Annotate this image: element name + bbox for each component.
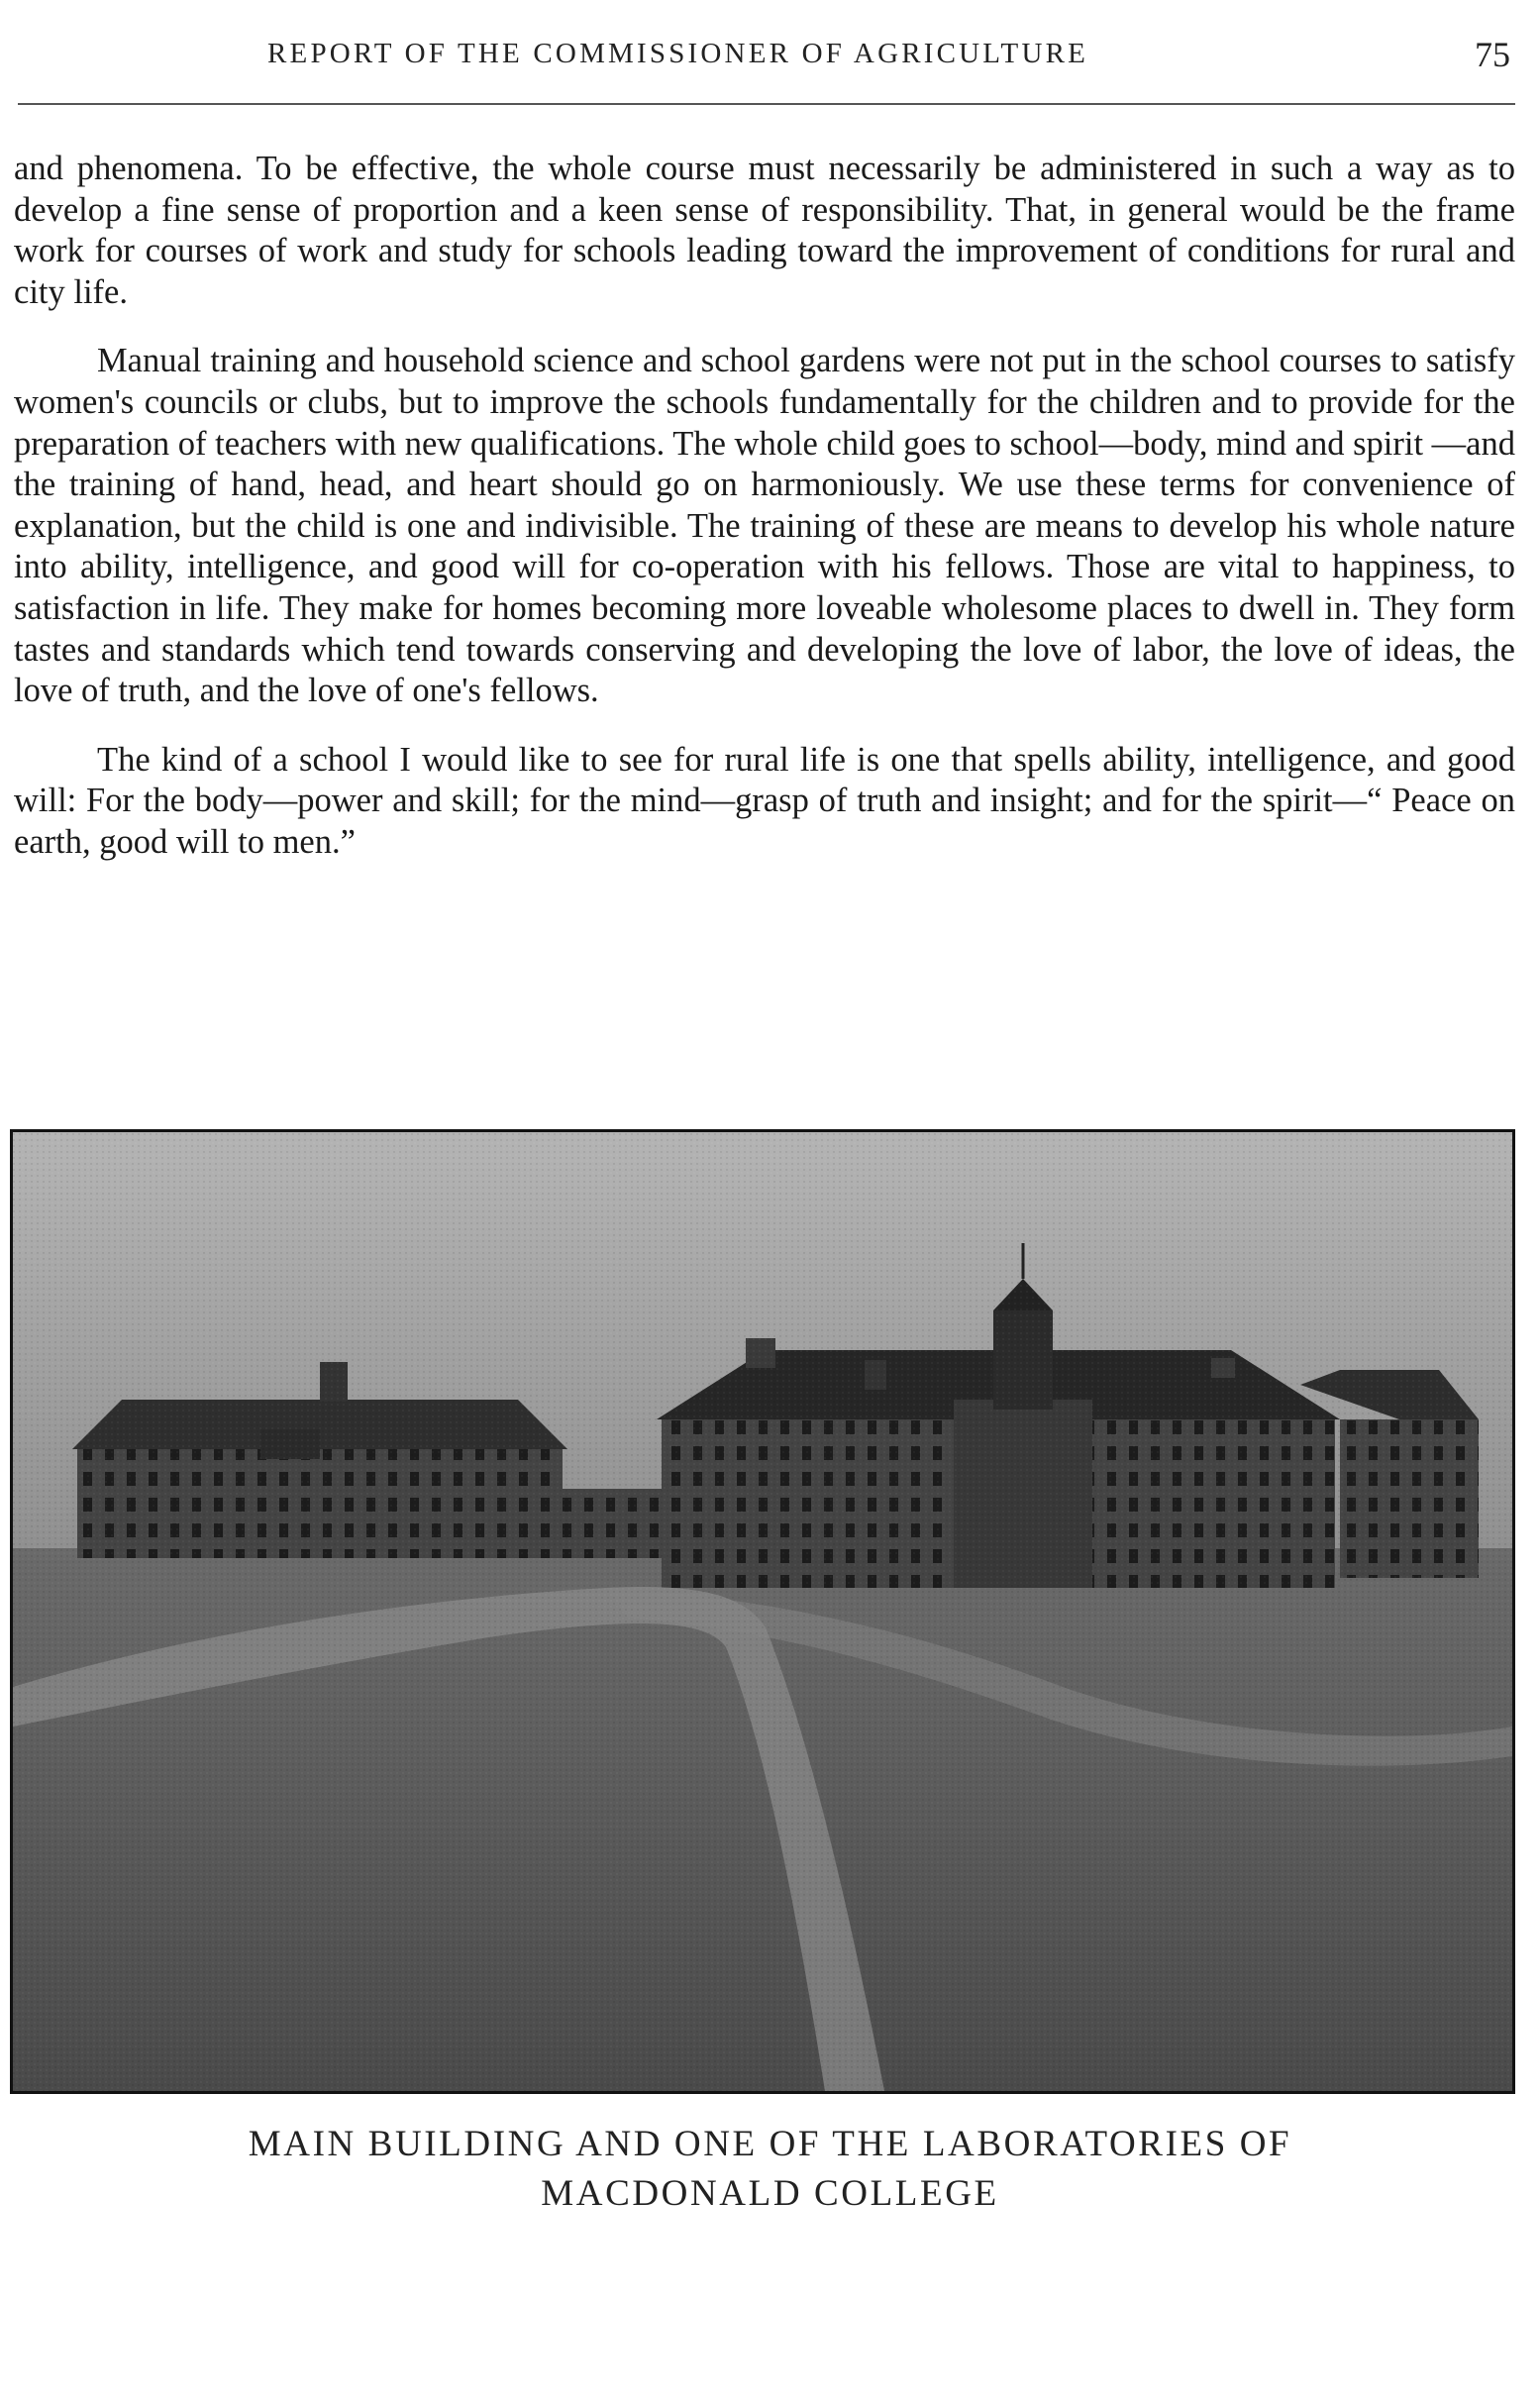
running-header bbox=[0, 35, 1540, 77]
paragraph-2: Manual training and household science and school gardens were not put in the school courses to satisfy women's councils or clubs, but to improve the schools fundamentally for the children and to provide for the preparation of teachers with new qualifications. The whole child goes to school—body, mind and spirit —and the training of hand, head, and heart should go on harmoniously. We use these terms for convenience of explanation, but the child is one and indivisible. The training of these are means to develop his whole nature into ability, intelligence, and good will for co-operation with his fellows. Those are vital to happiness, to satisfaction in life. They make for homes becoming more loveable wholesome places to dwell in. They form tastes and standards which tend towards conserving and developing the love of labor, the love of ideas, the love of truth, and the love of one's fellows. bbox=[14, 342, 1515, 710]
running-header-title: REPORT OF THE COMMISSIONER OF AGRICULTURE bbox=[267, 38, 1089, 69]
photo-grain bbox=[13, 1132, 1512, 2091]
caption-line-1: MAIN BUILDING AND ONE OF THE LABORATORIES OF bbox=[248, 2124, 1292, 2164]
page-number: 75 bbox=[1475, 35, 1510, 74]
caption-line-2: MACDONALD COLLEGE bbox=[541, 2173, 999, 2214]
header-rule bbox=[18, 103, 1515, 105]
paragraph-3: The kind of a school I would like to see for rural life is one that spells ability, intelligence, and good will: For the body—power and skill; for the mind—grasp of truth and insight; and for the spirit—“ Peace on earth, good will to men.” bbox=[14, 740, 1515, 861]
figure-caption bbox=[0, 2120, 1540, 2219]
college-photograph bbox=[10, 1129, 1515, 2094]
college-photograph-image bbox=[13, 1132, 1512, 2091]
body-text bbox=[14, 149, 1515, 891]
paragraph-1: and phenomena. To be effective, the whole course must necessarily be administered in such a way as to develop a fine sense of proportion and a keen sense of responsibility. That, in general would be the frame work for courses of work and study for schools leading toward the improvement of conditions for rural and city life. bbox=[14, 150, 1515, 311]
